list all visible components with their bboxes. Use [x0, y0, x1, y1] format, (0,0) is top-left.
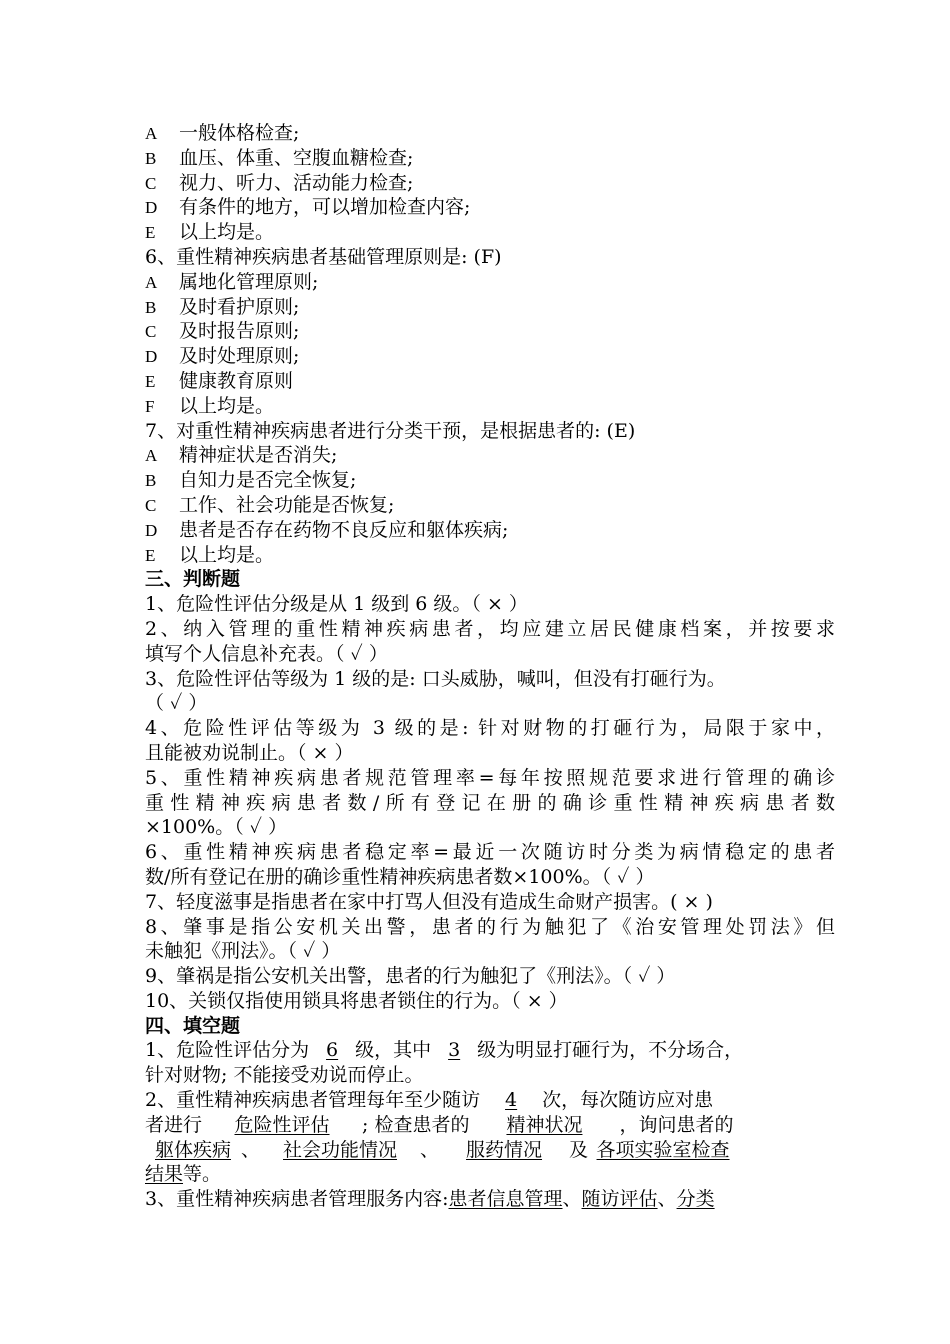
option-letter: A: [145, 124, 158, 143]
q7-option-d: [145, 518, 835, 543]
tf-line: ×100%。（ ✓ ）: [145, 816, 288, 839]
q6-option-b: [145, 295, 835, 320]
fill-blank: 3: [448, 1039, 461, 1062]
option-text: 及时看护原则;: [179, 295, 300, 318]
option-text: 以上均是。: [179, 221, 275, 244]
section-heading-judgement: 三、判断题: [145, 568, 241, 591]
option-text: 工作、社会功能是否恢复;: [179, 493, 395, 516]
option-letter: C: [145, 173, 157, 193]
tf-line: 数/所有登记在册的确诊重性精神疾病患者数×100%。（ ✓ ）: [145, 865, 655, 888]
fill-blank: 随访评估: [581, 1188, 658, 1211]
option-letter: D: [145, 347, 158, 367]
fill-text: ，询问患者的: [619, 1113, 734, 1136]
tf-line: 3、危险性评估等级为 1 级的是: 口头威胁，喊叫，但没有打砸行为。: [145, 667, 726, 690]
option-letter: B: [145, 297, 157, 317]
tf-line: 6、重性精神疾病患者稳定率=最近一次随访时分类为病情稳定的患者: [145, 841, 835, 864]
fill-blank: 结果: [145, 1163, 184, 1186]
tf-line: 且能被劝说制止。（ × ）: [145, 741, 354, 764]
tf-line: 5、重性精神疾病患者规范管理率=每年按照规范要求进行管理的确诊: [145, 766, 835, 789]
tf-line: 8、肇事是指公安机关出警，患者的行为触犯了《治安管理处罚法》但: [145, 915, 835, 938]
fill-text: 1、危险性评估分为: [145, 1039, 310, 1062]
tf-line: 9、肇祸是指公安机关出警，患者的行为触犯了《刑法》。（ ✓ ）: [145, 965, 676, 988]
q7-option-b: [145, 468, 835, 493]
fill-blank: 躯体疾病: [154, 1138, 231, 1161]
fill-line: [145, 1162, 835, 1187]
tf-line: 填写个人信息补充表。（ ✓ ）: [145, 642, 388, 665]
q6-option-f: [145, 394, 835, 419]
q6-option-d: [145, 344, 835, 369]
option-text: 及时处理原则;: [179, 345, 300, 368]
fill-text: 2、重性精神疾病患者管理每年至少随访: [145, 1089, 481, 1112]
tf-line: 2、纳入管理的重性精神疾病患者，均应建立居民健康档案，并按要求: [145, 617, 835, 640]
fill-text: 者进行: [145, 1113, 203, 1136]
option-text: 一般体格检查;: [179, 122, 300, 144]
option-text: 自知力是否完全恢复;: [179, 469, 357, 492]
tf-line: 4、危险性评估等级为 3 级的是: 针对财物的打砸行为，局限于家中，: [145, 717, 835, 740]
fill-blank: 分类: [676, 1188, 715, 1211]
fill-blank: 4: [505, 1089, 518, 1112]
fill-blank: 社会功能情况: [283, 1138, 398, 1161]
fill-line: [145, 1187, 835, 1212]
tf-line: 1、危险性评估分级是从 1 级到 6 级。（ × ）: [145, 593, 528, 616]
option-text: 及时报告原则;: [179, 320, 300, 343]
q6-option-c: [145, 319, 835, 344]
fill-line: [145, 1113, 835, 1138]
option-letter: C: [145, 322, 157, 342]
q6-option-e: [145, 369, 835, 394]
q5-option-a: [145, 121, 835, 146]
fill-blank: 精神状况: [506, 1113, 583, 1136]
q5-option-e: [145, 220, 835, 245]
tf-line: （ ✓ ）: [145, 692, 208, 715]
q5-option-b: [145, 146, 835, 171]
section-heading-fill-blank: 四、填空题: [145, 1014, 241, 1037]
option-letter: A: [145, 272, 158, 292]
tf-line: 7、轻度滋事是指患者在家中打骂人但没有造成生命财产损害。( × ): [145, 890, 713, 913]
fill-text: ; 检查患者的: [362, 1113, 470, 1136]
fill-line: 针对财物; 不能接受劝说而停止。: [145, 1064, 424, 1087]
fill-blank: 服药情况: [466, 1138, 543, 1161]
q7-option-e: [145, 543, 835, 568]
fill-text: 3、重性精神疾病患者管理服务内容:: [145, 1188, 449, 1211]
q7-stem: 7、对重性精神疾病患者进行分类干预，是根据患者的: (E): [145, 419, 636, 442]
fill-text: 级为明显打砸行为，不分场合，: [477, 1039, 744, 1062]
q5-option-c: [145, 171, 835, 196]
option-text: 有条件的地方，可以增加检查内容;: [179, 196, 471, 219]
option-text: 以上均是。: [179, 543, 275, 566]
option-letter: E: [145, 545, 156, 565]
fill-line: [145, 1138, 835, 1163]
option-text: 属地化管理原则;: [179, 270, 319, 293]
q7-option-a: [145, 443, 835, 468]
tf-line: 10、关锁仅指使用锁具将患者锁住的行为。（ × ）: [145, 989, 568, 1012]
document-page: [145, 121, 835, 1212]
tf-line: 重性精神疾病患者数/所有登记在册的确诊重性精神疾病患者数: [145, 791, 835, 814]
q6-option-a: [145, 270, 835, 295]
fill-text: 次，每次随访应对患: [542, 1089, 714, 1112]
fill-text: 级，其中: [355, 1039, 432, 1062]
option-text: 健康教育原则: [179, 369, 294, 392]
q7-option-c: [145, 493, 835, 518]
option-letter: E: [145, 371, 156, 391]
fill-blank: 各项实验室检查: [596, 1138, 730, 1161]
fill-blank: 6: [326, 1039, 339, 1062]
fill-text: 、: [420, 1138, 440, 1161]
option-letter: D: [145, 520, 158, 540]
option-letter: E: [145, 223, 156, 243]
option-letter: B: [145, 471, 157, 491]
option-letter: A: [145, 446, 158, 466]
q5-option-d: [145, 195, 835, 220]
option-letter: B: [145, 148, 157, 168]
fill-text: 等。: [183, 1163, 222, 1186]
option-letter: D: [145, 198, 158, 218]
option-letter: F: [145, 396, 155, 416]
option-text: 精神症状是否消失;: [179, 444, 338, 467]
option-letter: C: [145, 495, 157, 515]
option-text: 患者是否存在药物不良反应和躯体疾病;: [179, 518, 509, 541]
fill-line: [145, 1038, 835, 1063]
fill-line: [145, 1088, 835, 1113]
option-text: 视力、听力、活动能力检查;: [179, 171, 414, 194]
fill-text: 、: [241, 1138, 261, 1161]
fill-text: 、: [657, 1188, 677, 1211]
fill-blank: 危险性评估: [234, 1113, 330, 1136]
option-text: 血压、体重、空腹血糖检查;: [179, 146, 414, 169]
fill-text: 及: [569, 1138, 589, 1161]
q6-stem: 6、重性精神疾病患者基础管理原则是: (F): [145, 245, 502, 268]
fill-text: 、: [562, 1188, 582, 1211]
option-text: 以上均是。: [179, 394, 275, 417]
fill-blank: 患者信息管理: [448, 1188, 563, 1211]
tf-line: 未触犯《刑法》。（ ✓ ）: [145, 940, 341, 963]
